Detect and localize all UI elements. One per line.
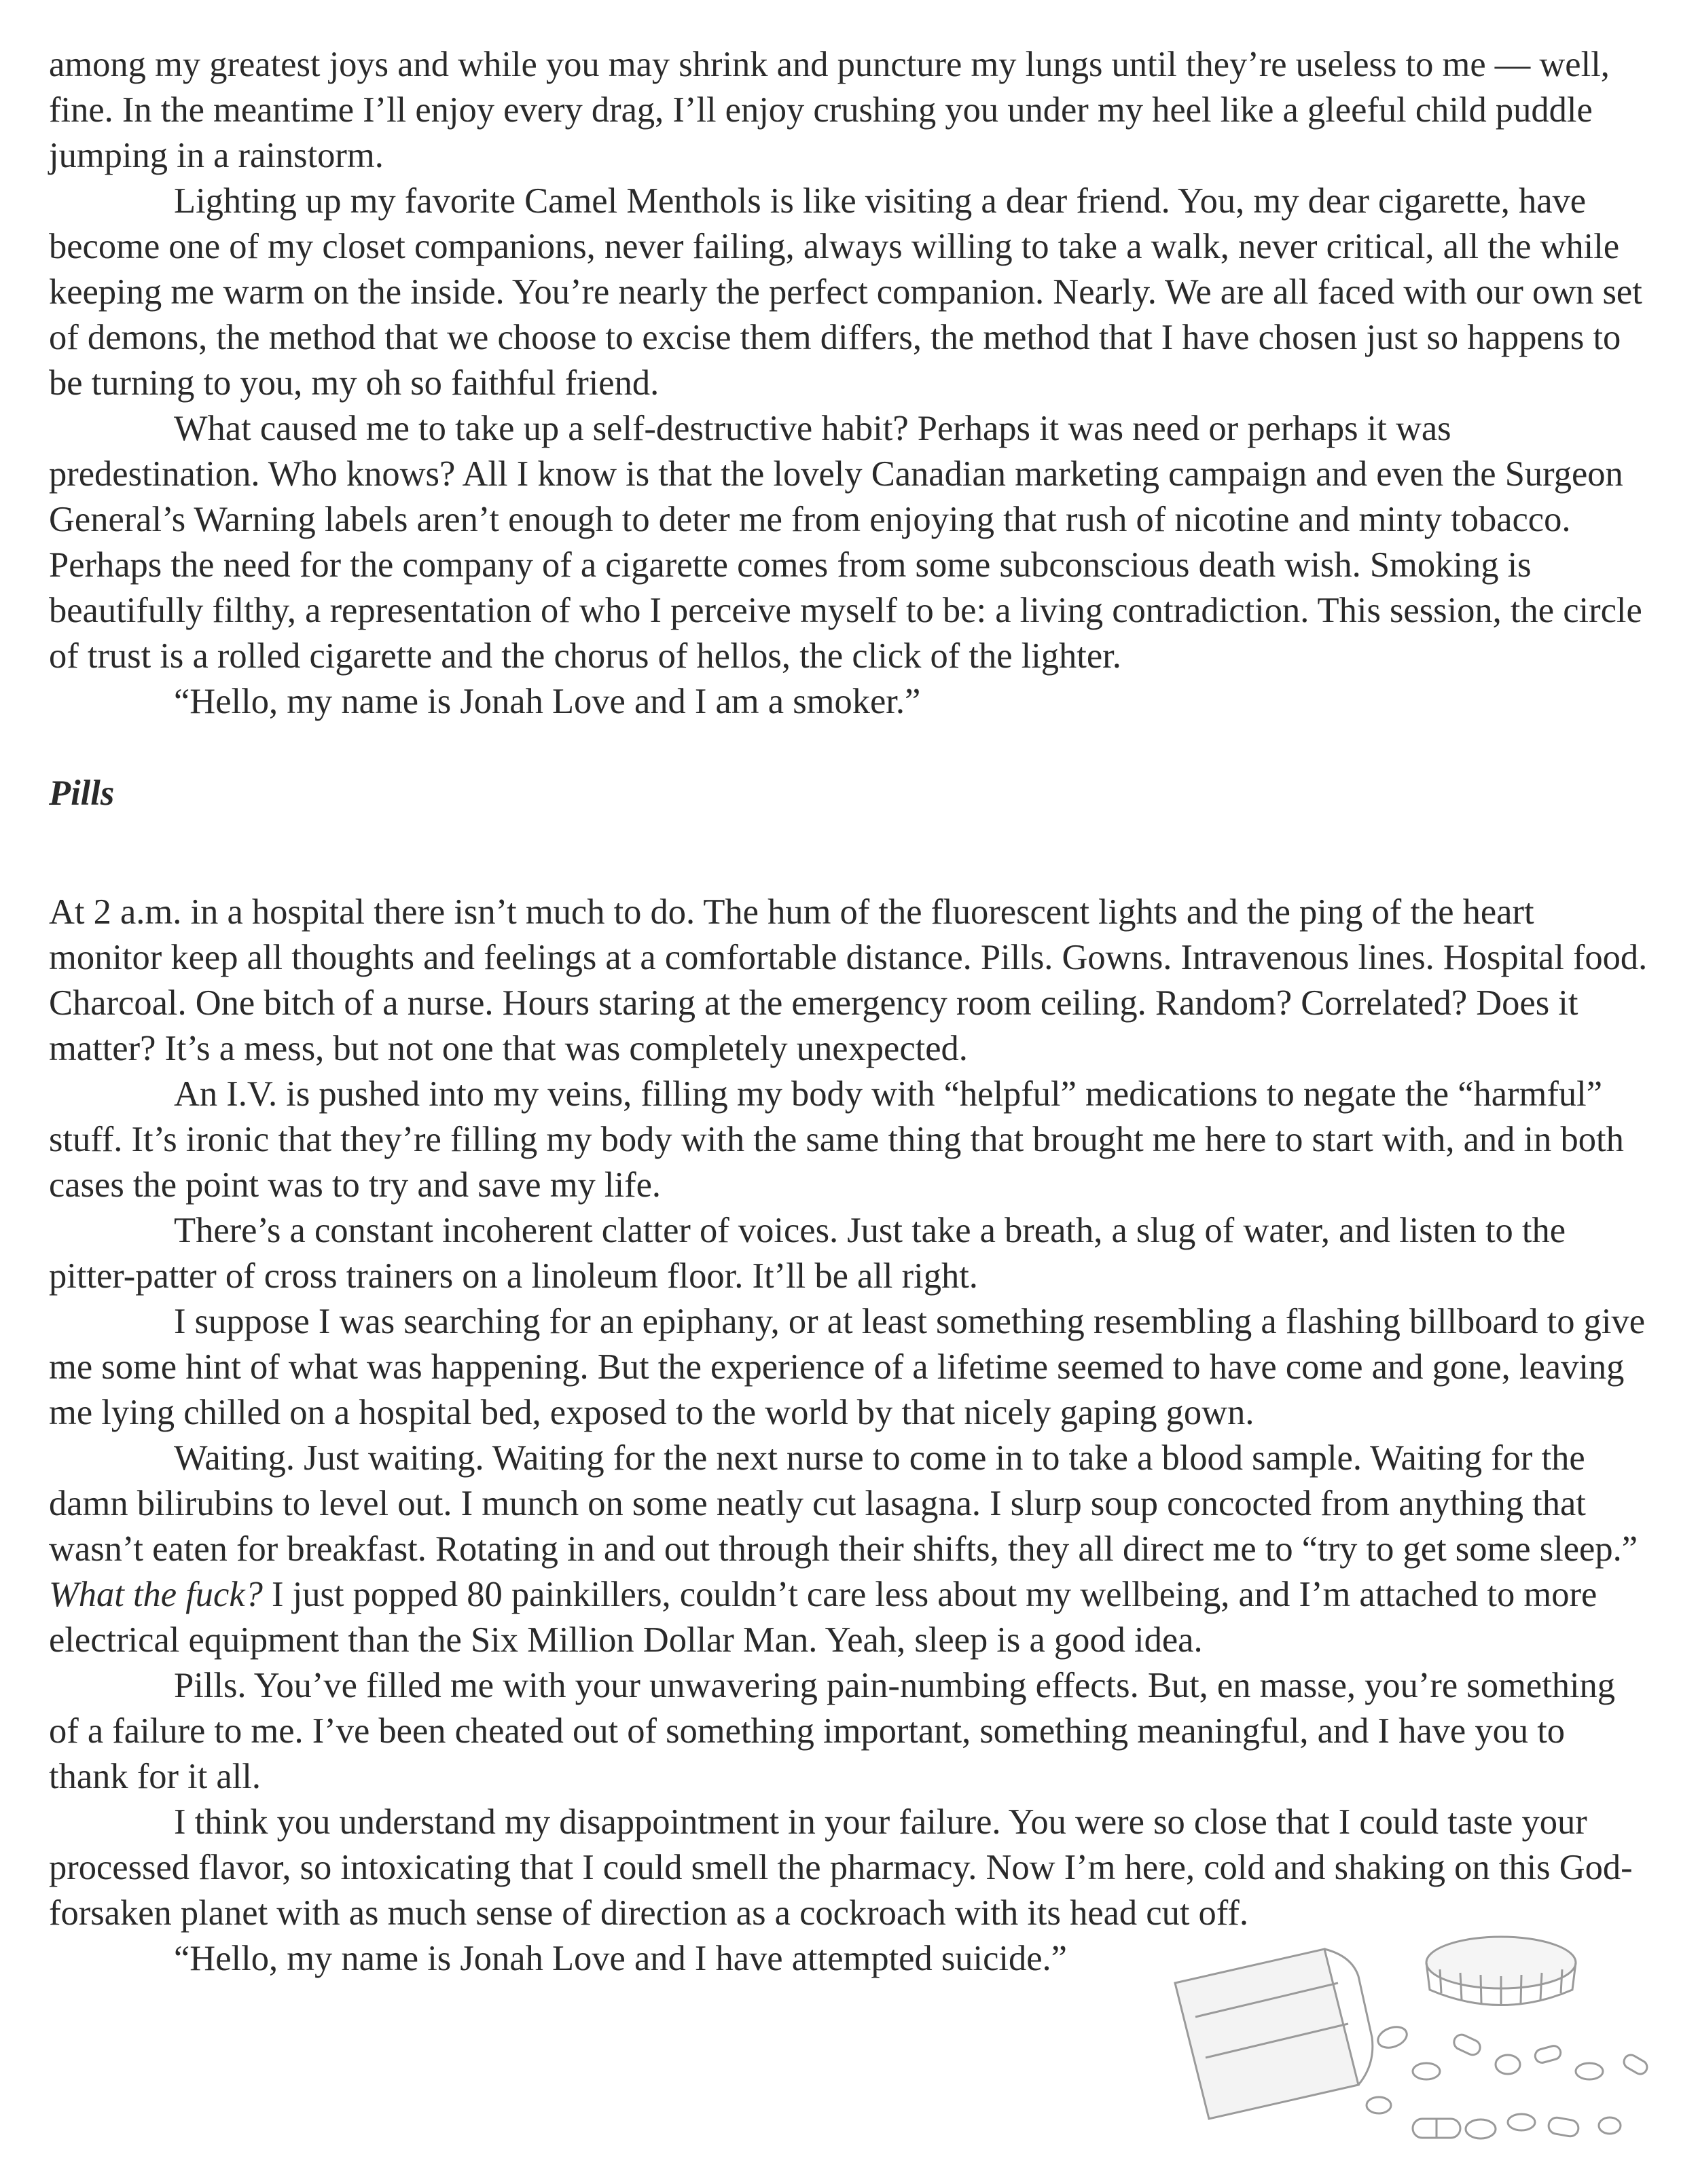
scattered-pills-icon — [1367, 2023, 1650, 2138]
smoking-closing-quote: “Hello, my name is Jonah Love and I am a smoker.” — [174, 682, 921, 721]
waiting-text-italic: What the fuck? — [49, 1575, 263, 1614]
smoking-paragraph-2: Lighting up my favorite Camel Menthols is like visiting a dear friend. You, my dear cigarette, have become one of my closet companions, never failing, always willing to take a walk, never critical, all the while keeping me warm on the inside. You’re nearly the perfect companion. Nearly. We are all faced with our own set of demons, the method that we choose to excise them differs, the method that I have chosen just so happens to be turning to you, my oh so faithful friend. — [49, 181, 1642, 403]
section-heading-pills: Pills — [49, 774, 115, 813]
smoking-paragraph-3: What caused me to take up a self-destructive habit? Perhaps it was need or perhaps it was predestination. Who knows? All I know is that the lovely Canadian marketing campaign and even the Surgeon General’s Warning labels aren’t enough to deter me from enjoying that rush of nicotine and minty tobacco. Perhaps the need for the company of a cigarette comes from some subconscious death wish. Smoking is beautifully filthy, a representation of who I perceive myself to be: a living contradiction. This session, the circle of trust is a rolled cigarette and the chorus of hellos, the click of the lighter. — [49, 409, 1642, 676]
pills-paragraph-1: At 2 a.m. in a hospital there isn’t much to do. The hum of the fluorescent lights and the ping of the heart monitor keep all thoughts and feelings at a comfortable distance. Pills. Gowns. Intravenous lines. Hospital food. Charcoal. One bitch of a nurse. Hours staring at the emergency room ceiling. Random? Correlated? Does it matter? It’s a mess, but not one that was completely unexpected. — [49, 892, 1648, 1068]
pills-closing-quote: “Hello, my name is Jonah Love and I have attempted suicide.” — [174, 1939, 1067, 1978]
pills-paragraph-waiting — [49, 1436, 1652, 1663]
pills-paragraph-6: Pills. You’ve filled me with your unwavering pain-numbing effects. But, en masse, you’re something of a failure to me. I’ve been cheated out of something important, something meaningful, and I have you to thank for it all. — [49, 1666, 1616, 1796]
pill-bottle-sketch-icon — [1155, 1901, 1671, 2173]
bottle-cap-icon — [1426, 1937, 1576, 2005]
smoking-paragraph-1: among my greatest joys and while you may shrink and puncture my lungs until they’re useless to me — well, fine. In the meantime I’ll enjoy every drag, I’ll enjoy crushing you under my heel like a gleeful child puddle jumping in a rainstorm. — [49, 45, 1610, 175]
pills-paragraph-4: I suppose I was searching for an epiphany, or at least something resembling a flashing billboard to give me some hint of what was happening. But the experience of a lifetime seemed to have come and gone, leaving me lying chilled on a hospital bed, exposed to the world by that nicely gaping gown. — [49, 1302, 1646, 1432]
waiting-text-after: I just popped 80 painkillers, couldn’t care less about my wellbeing, and I’m attached to more electrical equipment than the Six Million Dollar Man. Yeah, sleep is a good idea. — [49, 1575, 1597, 1660]
pills-paragraph-7: I think you understand my disappointment in your failure. You were so close that I could taste your processed flavor, so intoxicating that I could smell the pharmacy. Now I’m here, cold and shaking on this God-forsaken planet with as much sense of direction as a cockroach with its head cut off. — [49, 1802, 1633, 1933]
document-page — [49, 42, 1652, 1982]
pills-paragraph-3: There’s a constant incoherent clatter of voices. Just take a breath, a slug of water, and listen to the pitter-patter of cross trainers on a linoleum floor. It’ll be all right. — [49, 1211, 1566, 1296]
waiting-text-before: Waiting. Just waiting. Waiting for the next nurse to come in to take a blood sample. Waiting for the damn bilirubins to level out. I munch on some neatly cut lasagna. I slurp soup concocted from anything that wasn’t eaten for breakfast. Rotating in and out through their shifts, they all direct me to “try to get some sleep.” — [49, 1438, 1638, 1569]
pill-bottle-icon — [1175, 1949, 1373, 2119]
pills-paragraph-2: An I.V. is pushed into my veins, filling my body with “helpful” medications to negate the “harmful” stuff. It’s ironic that they’re filling my body with the same thing that brought me here to start with, and in both cases the point was to try and save my life. — [49, 1074, 1624, 1205]
